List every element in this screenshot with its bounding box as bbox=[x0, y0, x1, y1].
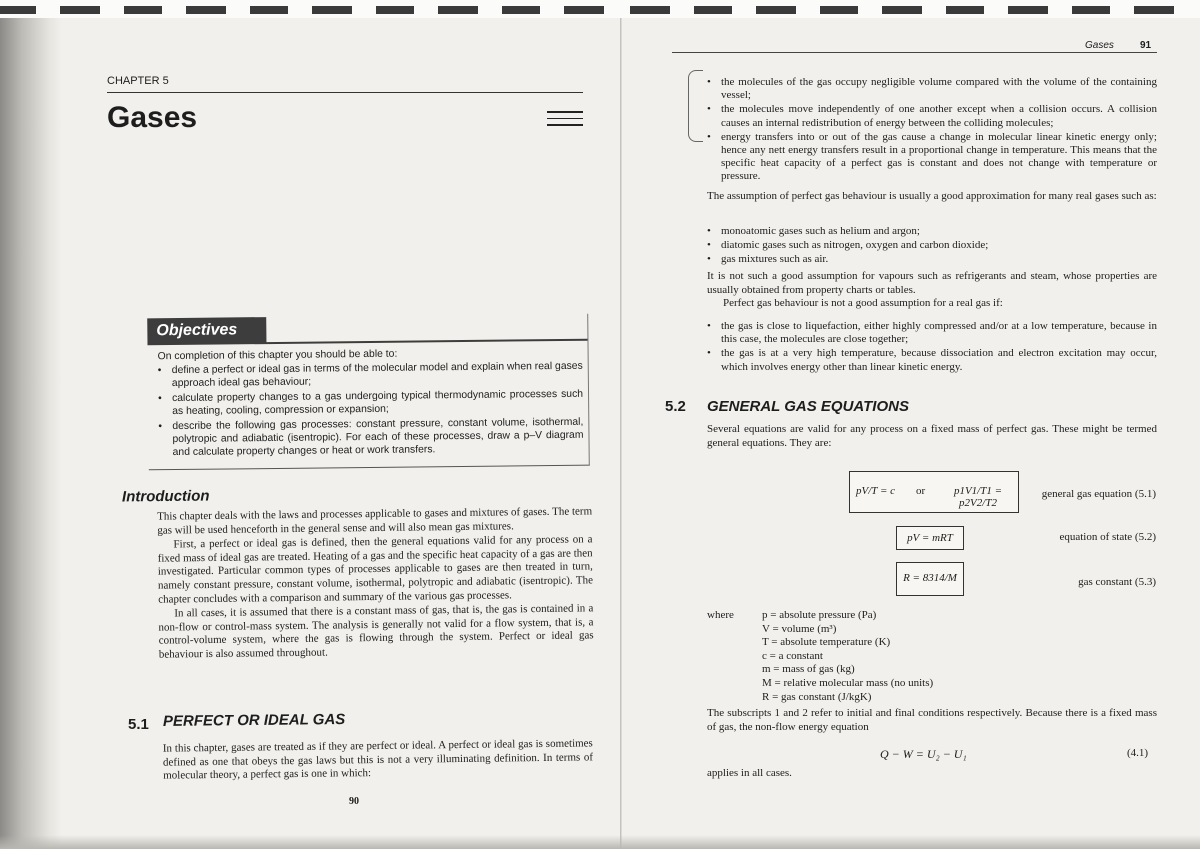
section-body: In this chapter, gases are treated as if they are perfect or ideal. A perfect or ideal gas is sometimes defined as one that obeys the gas laws but this is not a very illuminating definition. In terms of molecular theory, a perfect gas is one in which: bbox=[162, 737, 594, 782]
introduction-heading: Introduction bbox=[121, 487, 210, 506]
list-item: • define a perfect or ideal gas in terms of the molecular model and explain when real gases approach ideal gas behaviour; bbox=[158, 361, 583, 391]
scan-edge-mark bbox=[312, 6, 352, 14]
list-item: • diatomic gases such as nitrogen, oxygen and carbon dioxide; bbox=[707, 239, 1157, 252]
scan-edge-mark bbox=[376, 6, 414, 14]
paragraph: Perfect gas behaviour is not a good assumption for a real gas if: bbox=[723, 297, 1003, 310]
scan-edge-mark bbox=[820, 6, 858, 14]
where-label: where bbox=[707, 609, 734, 621]
page-number: 90 bbox=[349, 796, 359, 807]
chapter-title: Gases bbox=[107, 101, 198, 134]
equation-of-state-box bbox=[896, 526, 964, 550]
equation: pV = mRT bbox=[907, 532, 953, 544]
molecular-model-list bbox=[707, 76, 1157, 185]
paragraph: First, a perfect or ideal gas is defined, then the general equations valid for any process on a fixed mass of ideal gas are treated. Heating of a gas and the specific heat capacity of a gas are then investigated. Particular common types of processes applicable to gases are then treated in turn, namely constant pressure, constant volume, isothermal, polytropic and adiabatic (isentropic). The chapter concludes with a comparison and summary of the various gas processes. bbox=[157, 533, 594, 606]
equation: p1V1/T1 = p2V2/T2 bbox=[953, 485, 1003, 509]
page-gutter-shadow bbox=[0, 18, 62, 849]
section-title: PERFECT OR IDEAL GAS bbox=[162, 711, 346, 730]
book-spine bbox=[620, 18, 622, 849]
variable-definition: R = gas constant (J/kgK) bbox=[762, 690, 872, 703]
paragraph: applies in all cases. bbox=[707, 767, 792, 779]
section-title: GENERAL GAS EQUATIONS bbox=[707, 398, 909, 415]
scan-edge-mark bbox=[1134, 6, 1174, 14]
list-item: • monoatomic gases such as helium and argon; bbox=[707, 225, 1157, 238]
scan-edge-mark bbox=[1008, 6, 1048, 14]
conditions-list bbox=[707, 320, 1157, 375]
list-item: • the molecules of the gas occupy negligible volume compared with the volume of the containing vessel; bbox=[707, 76, 1157, 102]
variable-definition: c = a constant bbox=[762, 649, 823, 662]
scan-edge-mark bbox=[946, 6, 984, 14]
scan-edge-mark bbox=[250, 6, 288, 14]
scan-edge-mark bbox=[882, 6, 922, 14]
paragraph: In all cases, it is assumed that there is a constant mass of gas, that is, the gas is contained in a non-flow or control-mass system. The analysis is generally not valid for a flow system, that is, a control-volume system, where the gas is flowing through the system. Perfect or ideal gas behaviour is also assumed throughout. bbox=[158, 602, 594, 661]
equation-label: gas constant (5.3) bbox=[1078, 576, 1156, 588]
gas-examples-list bbox=[707, 225, 1157, 268]
variable-definition: p = absolute pressure (Pa) bbox=[762, 609, 877, 621]
objectives-intro: On completion of this chapter you should be able to: bbox=[157, 348, 398, 363]
variable-definition: m = mass of gas (kg) bbox=[762, 663, 855, 676]
running-title: Gases bbox=[1085, 40, 1114, 51]
section-number: 5.1 bbox=[128, 716, 149, 733]
variable-definition: T = absolute temperature (K) bbox=[762, 636, 891, 649]
paragraph: It is not such a good assumption for vapours such as refrigerants and steam, whose properties are usually obtained from property charts or tables. bbox=[707, 270, 1157, 296]
scan-edge-mark bbox=[630, 6, 670, 14]
scan-edge-mark bbox=[438, 6, 478, 14]
scan-edge-mark bbox=[564, 6, 604, 14]
list-item: • energy transfers into or out of the gas cause a change in molecular linear kinetic energy only; hence any nett energy transfers result in a proportional change in temperature. This means that the specific heat capacity of a perfect gas is constant and does not change with temperature or pressure. bbox=[707, 131, 1157, 184]
variable-definition: V = volume (m³) bbox=[762, 622, 837, 635]
objectives-box bbox=[147, 314, 590, 471]
scan-edge-mark bbox=[756, 6, 796, 14]
page-number: 91 bbox=[1140, 40, 1152, 51]
scan-bottom-shadow bbox=[0, 835, 1200, 849]
variable-definitions bbox=[762, 609, 933, 704]
objectives-list bbox=[158, 361, 584, 463]
list-item: • calculate property changes to a gas undergoing typical thermodynamic processes such as heating, cooling, compression or expansion; bbox=[158, 389, 583, 419]
equation-label: general gas equation (5.1) bbox=[1041, 488, 1156, 500]
paragraph: The assumption of perfect gas behaviour is usually a good approximation for many real gases such as: bbox=[707, 190, 1157, 202]
variable-definition: M = relative molecular mass (no units) bbox=[762, 676, 934, 689]
equation: pV/T = c bbox=[856, 485, 895, 497]
handwritten-bracket-mark bbox=[688, 70, 703, 142]
section-body: Several equations are valid for any process on a fixed mass of perfect gas. These might be termed general equations. They are: bbox=[707, 423, 1157, 449]
list-item: • the gas is close to liquefaction, either highly compressed and/or at a low temperature, because in this case, the molecules are close together; bbox=[707, 320, 1157, 346]
energy-equation: Q − W = U₂ − U₁ bbox=[880, 747, 967, 761]
scan-edge-mark bbox=[60, 6, 100, 14]
paragraph: The subscripts 1 and 2 refer to initial and final conditions respectively. Because there is a fixed mass of gas, the non-flow energy equation bbox=[707, 707, 1157, 733]
chapter-rule bbox=[107, 92, 583, 93]
scan-edge-mark bbox=[1072, 6, 1110, 14]
equation-label: equation of state (5.2) bbox=[1059, 531, 1156, 543]
list-item: • describe the following gas processes: constant pressure, constant volume, isothermal, polytropic and adiabatic (isentropic). For each of these processes, draw a p–V diagram and calculate property changes or heat or work transfers. bbox=[158, 417, 583, 459]
equation-or: or bbox=[916, 485, 926, 497]
list-item: • gas mixtures such as air. bbox=[707, 253, 1157, 266]
section-number: 5.2 bbox=[665, 398, 686, 415]
introduction-body bbox=[157, 505, 594, 663]
scan-edge-mark bbox=[0, 6, 36, 14]
scan-edge-mark bbox=[502, 6, 540, 14]
scan-edge-mark bbox=[694, 6, 732, 14]
list-item: • the gas is at a very high temperature, because dissociation and electron excitation may occur, which involves energy other than linear kinetic energy. bbox=[707, 347, 1157, 373]
equation-number: (4.1) bbox=[1127, 747, 1149, 759]
list-item: • the molecules move independently of one another except when a collision occurs. A collision causes an internal redistribution of energy between the colliding molecules; bbox=[707, 103, 1157, 129]
equation: R = 8314/M bbox=[903, 572, 957, 584]
paragraph-block bbox=[707, 270, 1157, 311]
general-gas-equation-box bbox=[849, 471, 1019, 513]
objectives-heading: Objectives bbox=[147, 317, 266, 344]
running-head-rule bbox=[672, 52, 1157, 53]
paragraph: This chapter deals with the laws and processes applicable to gases and mixtures of gases. The term gas will be used henceforth in the general sense and will also mean gas mixtures. bbox=[157, 505, 593, 537]
scan-edge-mark bbox=[124, 6, 162, 14]
gas-constant-box bbox=[896, 562, 964, 596]
scan-edge-mark bbox=[186, 6, 226, 14]
triple-rule-icon bbox=[547, 111, 583, 131]
chapter-label: CHAPTER 5 bbox=[107, 75, 169, 87]
